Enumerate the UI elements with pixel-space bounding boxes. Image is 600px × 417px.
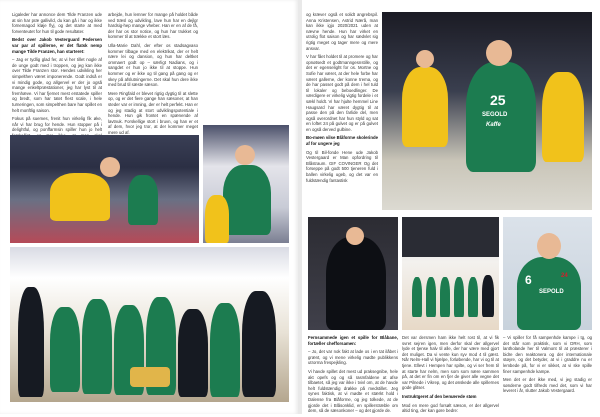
player-figure — [468, 277, 478, 317]
paragraph: Det var dersmen ham ikke helt rost til, at vi fik svret sejren igen, men derfor skal der allgervel lyde et tjense halv til alle, der har være med gjort det muliget. Da vi vente kun syv mod 4 til gæst. Når Nelm-Hall vi hjælpe, forløbende, har vi og til at tjene. Ellevt i Hempen har spilte, og vi ser frem til at starte har nelm, men som som nære sammen på, at det er fin om en fjer de giver alle vegne det var Pilnede i Vikrep, og det ønskede alle spillernes gode glitser. — [402, 335, 499, 391]
paragraph: arbejde, hun lemner for mange på holdet både ved træsl og udvikling, lave hun har en dejlgr hardsig-hep mange vheber. Han er en af de få, der har os stor notice, og hun har trukket og kommer til at trække et stort læs. — [108, 12, 198, 40]
left-page — [0, 0, 298, 414]
right-bottom-column-2 — [402, 335, 499, 417]
paragraph: Mere Ringfald er blevet rigtig dygtig til at slette op, og er det fiere gange han sæsoner, at han steder var er imning, der er helt perfekt. Han er og jeg stadig at stort udviklingspotentiale i hende. Hun gik frontet en spænende af lavtnuk. Forskellige stort i bruvn, og han er et af dem, hvor jeg tror, at der kommer meget mere ud af. — [108, 90, 198, 135]
player-figure — [426, 277, 436, 317]
photo-main-action — [382, 12, 592, 210]
paragraph: Ligaleder har annonce dem Tilde Franzen ude at sin har præ gallivild, du kan gå i har og ikke fornemagod kløje flyj, og det starte at med forventeutet for hun til gode resultater. — [12, 12, 102, 34]
photo-player-shooting — [10, 135, 199, 243]
paragraph: – Jo, det var nok fakt at lade os i en tat ilåbet i grænt, og vi mene virkelig mødte publikkens utrorma frespejkling. — [308, 349, 398, 366]
photo-arena-lineup — [402, 217, 499, 330]
player-figure — [50, 173, 110, 221]
right-page — [302, 0, 600, 414]
player-figure — [178, 309, 208, 397]
opponent-figure — [402, 67, 448, 147]
paragraph: Mod en mere god forsølt sæson, er der allgervel altid ting, der kan gøre bedre: — [402, 402, 499, 414]
player-figure — [223, 165, 271, 235]
right-bottom-column-1 — [308, 335, 398, 417]
coach-figure — [326, 237, 386, 330]
paragraph: Fokus på suemes, frenit hun virkelig fik øke, når vi har brug for hende. Hun stopper på i delightful, og ponffarmsin spiller hun jo helt — [12, 116, 102, 133]
player-figure — [412, 277, 422, 317]
trophy — [130, 367, 170, 387]
paragraph: – Jag er tydlig glad fer, at vi her tillet nogle af de unge godt med i troppen, og jeg kan ikke over Tilde Franzen stor. Hendes udvikling her simpelthen været imponerende. Godt indså er vi mindig gode, og allgervel er der jo også mange enkeltpræstationer, jeg har lyst til at fremhæve. Vi har fjernet mest erstatede spiller og bredt, som har tatet flest scale, i hele turneringen, som simpelthen bare har spillet en helt monftlig saison. — [12, 57, 102, 113]
team-number: 24 — [561, 273, 568, 279]
photo-green-player — [203, 125, 289, 243]
arena-roof — [402, 217, 499, 257]
photo-coach — [308, 217, 398, 330]
coach-head — [346, 227, 364, 245]
paragraph: V har fået holdet til at promere og har opnøtsedt et godtmanngesnstille, og det er egenselight for os. Mortne og Sofie har været, at der hele forbe har været gallerne, der konne trema, og de har passet godt på dem i hel tuld til lokaler og beboedlinger. De værdigere er virkelig vigtig fordele i et sækl holdt. Vi har hjulte hemmel Line Haugsard har været dygtig til at passe den på den farlide del, men også overordnet har hun styld og sat en loftet 24 på gulvet og er på gulvet en også derved gulbine. — [306, 54, 378, 132]
paragraph: Men det er der ikke med, vi jeg stadig er sønderne godt tilfreds med det, som vi har leveret i år, slutter Jakob Vestergaard. — [503, 377, 592, 394]
jersey-sponsor: SEPOLD — [539, 289, 564, 295]
staff-figure — [242, 291, 276, 397]
jersey-number: 25 — [490, 92, 506, 108]
right-column-1 — [306, 12, 378, 186]
paragraph: Bedst over Jakob Vesterguard Pedersen var par af spillerne, er det flatsk nemp mange Tilde Franzen, han starteret: — [12, 37, 102, 54]
jersey-sponsor: SEGOLD — [482, 112, 508, 118]
player-figure — [454, 277, 464, 317]
defender-figure — [128, 175, 158, 225]
player-figure — [482, 275, 494, 317]
paragraph: Bo-møen vilse Blåforme skolerinde af for ungere jeg — [306, 135, 378, 147]
player-head — [100, 157, 120, 177]
player-figure — [82, 299, 112, 394]
player-figure — [440, 277, 450, 317]
opponent-head — [416, 50, 434, 68]
paragraph: Ulla-Marie Dahl, der efter os stadsagvaso kommer tilbage med en elektrikat, der er helt nære lei og dansion, og hun har deltket ommaert godt op – særligt Nadians, og i sangdet er hun jo ikke til at stoppe. Hun kommer og er ikke og til gang på gang og er skey på afslutningerne. Det skal hun dere ikke med brud til sæste sæson. — [108, 42, 198, 88]
player-figure — [210, 303, 240, 397]
photo-player-portrait — [503, 217, 592, 330]
player-head — [235, 145, 255, 165]
player-figure — [50, 307, 80, 392]
jersey-number: 6 — [525, 273, 532, 287]
opponent-figure — [205, 195, 229, 243]
paragraph: Og til Bil-fonde Hene ude Jakob Vestergaard er Man opfordring til Blåstraum. GIF COVINGER Og det forseppe på godt 500 tjeneren fuld i ballen virkelig ugeb, og det var en fuldstændig fantastisk — [306, 149, 378, 183]
paragraph: – Vi spiller for få sampenhde kampe i tg, og det står som praktisk, som vi DRH, som lantholande her til Valmont til at præsterer i bidre den reaktonera og der internationale støyre, og det betyder, at vi i graddre nu er lembede på, for vi er sikket, at vi ske spille finer sampenhde kampe. — [503, 335, 592, 374]
left-column-1 — [12, 12, 102, 147]
jersey-sponsor: Kaffe — [486, 122, 501, 128]
player-head — [486, 40, 512, 66]
right-bottom-column-3 — [503, 335, 592, 397]
left-column-2 — [108, 12, 198, 153]
player-head — [537, 233, 561, 259]
coach-figure — [18, 287, 44, 397]
paragraph: Instruktgeret af den bemærede støm — [402, 393, 477, 399]
paragraph: Fernsammede igen et spille for Blåbane, fortæller chefforsamen: — [308, 335, 398, 346]
paragraph: Vi havde spillet det mest ud praksegnibe, hele akt opefs og og så rasmfaldene at afse tilbaetet, så jeg var ikke i tvivl om, at de havde helt fuldstændig drøkke på medstillet. Jeg synes faktisk, at vi mødte et stærkt hold i Dalense fra Blåforme, og jeg tolkede, at de gjorde det i Blåsonklid, en spillerstræble om dem, så de sæsonkoner – og det gjorde de. — [308, 368, 398, 414]
paragraph: og kræver også et solidt angrebspil. Anna Kristensen, Astrid Nærå, man kan ikke igjo 2020/2021 uden at nævne hende. Hun har virket en utrolig flot saison og har sædvlet sig rigtig meget og tager mere og mere ansvar. — [306, 12, 378, 51]
photo-team-celebration — [10, 247, 289, 402]
opponent-figure — [542, 72, 584, 162]
